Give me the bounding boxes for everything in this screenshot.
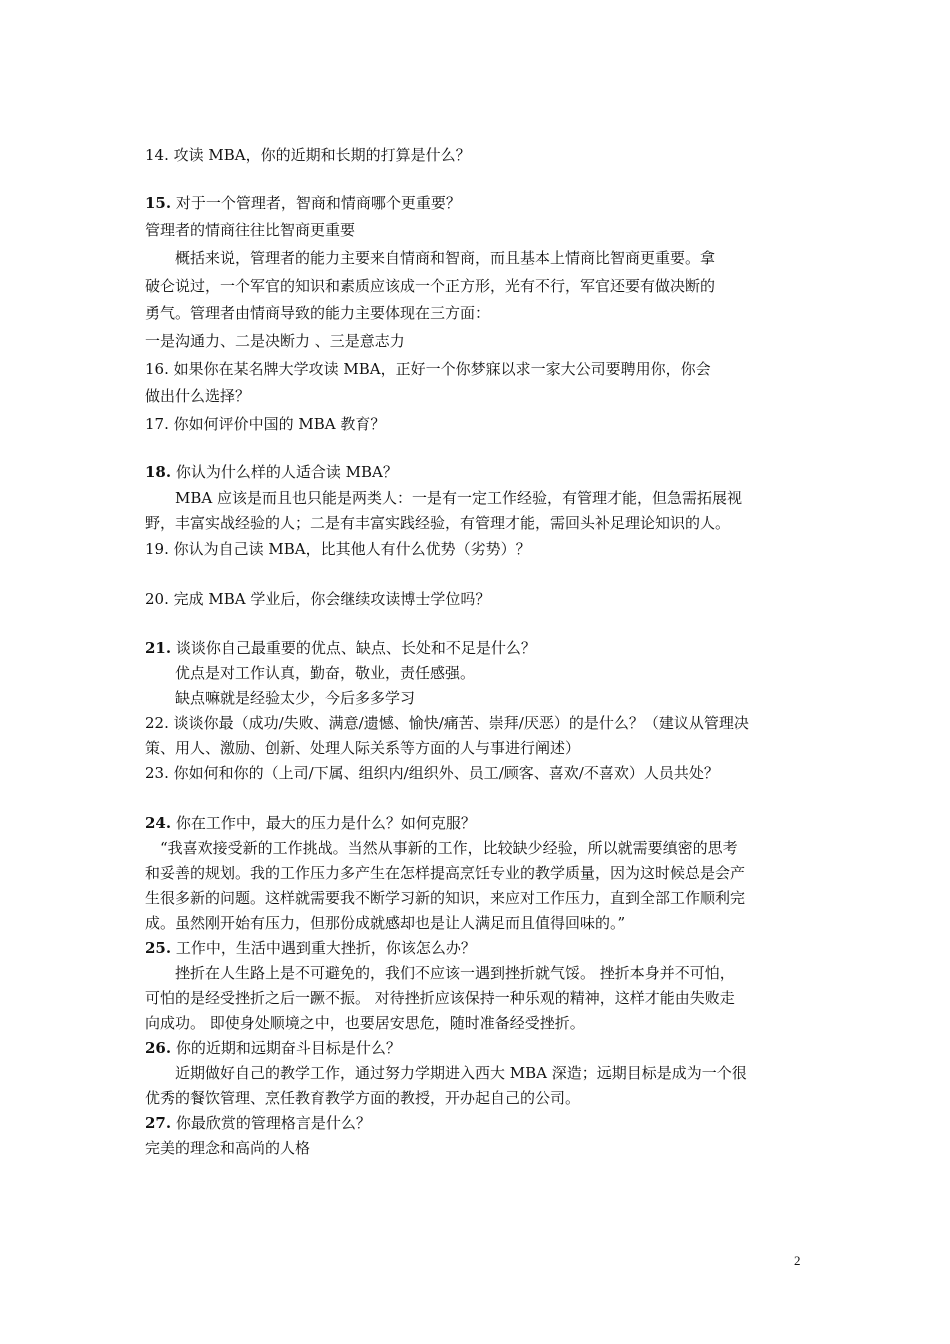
answer-text: 一是沟通力、二是决断力 、三是意志力 [145, 332, 405, 350]
answer-26-line-1 [175, 1063, 810, 1085]
question-16-line-1 [145, 359, 810, 381]
answer-27 [145, 1138, 810, 1160]
question-text: 你认为什么样的人适合读 MBA？ [175, 463, 398, 481]
answer-24-line-1 [160, 838, 810, 860]
answer-text: 可怕的是经受挫折之后一蹶不振。 对待挫折应该保持一种乐观的精神，这样才能由失败走 [145, 989, 735, 1007]
answer-text: 成。虽然刚开始有压力，但那份成就感却也是让人满足而且值得回味的。” [145, 914, 626, 932]
answer-text: 挫折在人生路上是不可避免的，我们不应该一遇到挫折就气馁。 挫折本身并不可怕， [175, 964, 735, 982]
question-number: 21. [145, 639, 172, 657]
question-text: 你的近期和远期奋斗目标是什么？ [175, 1039, 401, 1057]
question-22-line-1 [145, 713, 810, 735]
question-text: 工作中，生活中遇到重大挫折，你该怎么办？ [175, 939, 476, 957]
question-19 [145, 539, 810, 561]
page-number: 2 [794, 1253, 801, 1268]
answer-text: 完美的理念和高尚的人格 [145, 1139, 311, 1157]
question-number: 18. [145, 463, 172, 481]
question-16-line-2 [145, 386, 810, 408]
answer-24-line-3 [145, 888, 810, 910]
answer-text: 向成功。 即使身处顺境之中，也要居安思危，随时准备经受挫折。 [145, 1014, 585, 1032]
answer-text: 优点是对工作认真，勤奋，敬业，责任感强。 [175, 664, 476, 682]
answer-25-line-2 [145, 988, 810, 1010]
question-23 [145, 763, 810, 785]
question-text: 22. 谈谈你最（成功/失败、满意/遗憾、愉快/痛苦、崇拜/厌恶）的是什么？（建议从管理决 [145, 714, 749, 732]
question-text: 策、用人、激励、创新、处理人际关系等方面的人与事进行阐述） [145, 739, 581, 757]
question-number: 15. [145, 194, 172, 212]
question-18 [145, 462, 810, 484]
question-25 [145, 938, 810, 960]
answer-18-line-1 [175, 488, 810, 510]
answer-25-line-3 [145, 1013, 810, 1035]
answer-text: 优秀的餐饮管理、烹任教育教学方面的教授，开办起自己的公司。 [145, 1089, 581, 1107]
question-14 [145, 145, 810, 167]
question-text: 16. 如果你在某名牌大学攻读 MBA，正好一个你梦寐以求一家大公司要聘用你，你会 [145, 360, 711, 378]
question-17 [145, 414, 810, 436]
answer-text: MBA 应该是而且也只能是两类人：一是有一定工作经验，有管理才能，但急需拓展视 [175, 489, 742, 507]
answer-text: 勇气。管理者由情商导致的能力主要体现在三方面： [145, 304, 491, 322]
question-26 [145, 1038, 810, 1060]
question-22-line-2 [145, 738, 810, 760]
question-24 [145, 813, 810, 835]
question-text: 对于一个管理者，智商和情商哪个更重要？ [175, 194, 461, 212]
answer-text: 破仑说过，一个军官的知识和素质应该成一个正方形，光有不行，军官还要有做决断的 [145, 277, 716, 295]
answer-text: 生很多新的问题。这样就需要我不断学习新的知识，来应对工作压力，直到全部工作顺利完 [145, 889, 746, 907]
answer-text: 缺点嘛就是经验太少，今后多多学习 [175, 689, 416, 707]
question-number: 26. [145, 1039, 172, 1057]
question-text: 你最欣赏的管理格言是什么？ [175, 1114, 371, 1132]
question-text: 谈谈你自己最重要的优点、缺点、长处和不足是什么？ [175, 639, 536, 657]
answer-text: 和妥善的规划。我的工作压力多产生在怎样提高烹饪专业的教学质量，因为这时候总是会产 [145, 864, 746, 882]
answer-15-summary [145, 220, 810, 242]
answer-text: 近期做好自己的教学工作，通过努力学期进入西大 MBA 深造；远期目标是成为一个很 [175, 1064, 747, 1082]
question-21 [145, 638, 810, 660]
answer-15-paragraph-line-3 [145, 303, 810, 325]
question-text: 做出什么选择？ [145, 387, 251, 405]
answer-26-line-2 [145, 1088, 810, 1110]
answer-24-line-4 [145, 913, 810, 935]
answer-text: 管理者的情商往往比智商更重要 [145, 221, 356, 239]
question-15 [145, 193, 810, 215]
question-number: 27. [145, 1114, 172, 1132]
question-text: 23. 你如何和你的（上司/下属、组织内/组织外、员工/顾客、喜欢/不喜欢）人员共处？ [145, 764, 719, 782]
question-number: 25. [145, 939, 172, 957]
answer-15-paragraph-line-2 [145, 276, 810, 298]
question-20 [145, 589, 810, 611]
answer-15-paragraph-line-1 [175, 248, 810, 270]
answer-21-weaknesses [175, 688, 810, 710]
question-text: 你在工作中，最大的压力是什么？如何克服？ [175, 814, 476, 832]
answer-24-line-2 [145, 863, 810, 885]
answer-25-line-1 [175, 963, 810, 985]
answer-text: 概括来说，管理者的能力主要来自情商和智商，而且基本上情商比智商更重要。拿 [175, 249, 716, 267]
question-text: 14. 攻读 MBA，你的近期和长期的打算是什么？ [145, 146, 471, 164]
answer-15-list [145, 331, 810, 353]
answer-text: 野，丰富实战经验的人；二是有丰富实践经验，有管理才能，需回头补足理论知识的人。 [145, 514, 731, 532]
question-27 [145, 1113, 810, 1135]
answer-21-strengths [175, 663, 810, 685]
question-text: 17. 你如何评价中国的 MBA 教育？ [145, 415, 386, 433]
question-text: 19. 你认为自己读 MBA，比其他人有什么优势（劣势）？ [145, 540, 531, 558]
answer-text: “我喜欢接受新的工作挑战。当然从事新的工作，比较缺少经验，所以就需要缜密的思考 [160, 839, 738, 857]
answer-18-line-2 [145, 513, 810, 535]
question-number: 24. [145, 814, 172, 832]
question-text: 20. 完成 MBA 学业后，你会继续攻读博士学位吗？ [145, 590, 491, 608]
